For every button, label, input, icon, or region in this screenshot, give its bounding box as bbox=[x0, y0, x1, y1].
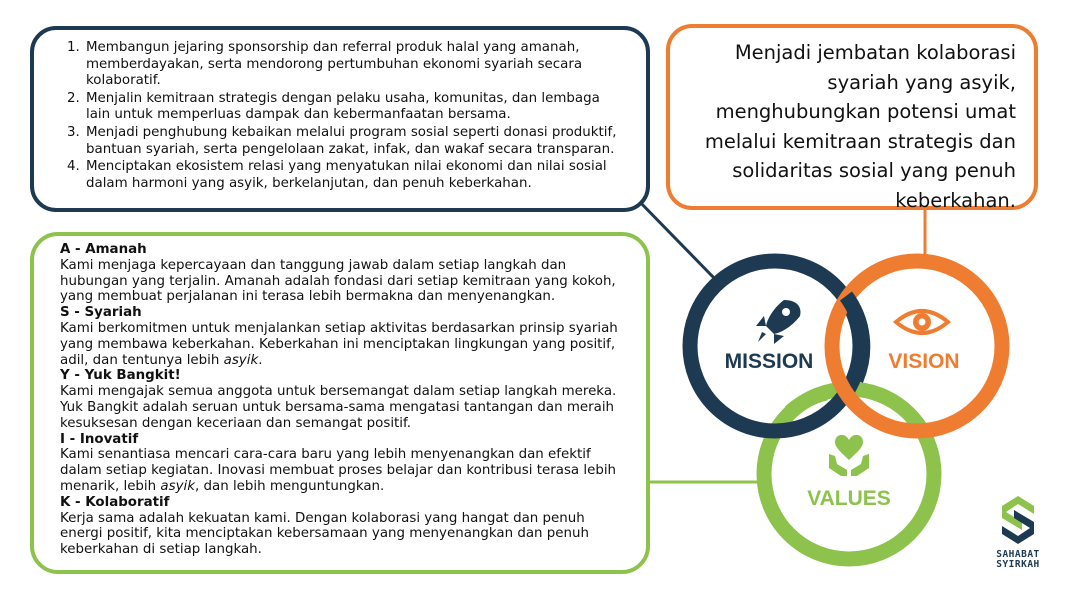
eye-icon bbox=[896, 311, 948, 333]
value-desc-text: . bbox=[258, 352, 263, 368]
mission-label: MISSION bbox=[724, 350, 814, 373]
vision-text: Menjadi jembatan kolaborasi syariah yang asyik, menghubungkan potensi umat melalui kemitraan strategis dan solidaritas sosial yang penuh keberkahan. bbox=[704, 41, 1016, 212]
value-desc: Kami mengajak semua anggota untuk bersemangat dalam setiap langkah mereka. Yuk Bangkit adalah seruan untuk bersama-sama mengatasi tantangan dan meraih kesuksesan dengan keceriaan dan semangat positif. bbox=[60, 384, 617, 431]
logo-text-line1: SAHABAT bbox=[996, 549, 1040, 560]
value-item-inovatif bbox=[60, 432, 628, 495]
value-desc bbox=[60, 321, 628, 368]
value-title: K - Kolaboratif bbox=[60, 494, 170, 510]
value-item-syariah bbox=[60, 305, 628, 368]
rocket-icon bbox=[756, 300, 800, 344]
value-item-yuk-bangkit bbox=[60, 368, 628, 431]
value-desc bbox=[60, 447, 628, 494]
logo-mark-icon bbox=[996, 494, 1040, 546]
value-desc: Kami menjaga kepercayaan dan tanggung jawab dalam setiap langkah dan hubungan yang terjalin. Amanah adalah fondasi dari setiap kemitraan yang kokoh, yang membuat perjalanan ini terasa lebih bermakna dan menyenangkan. bbox=[60, 257, 616, 305]
value-title: S - Syariah bbox=[60, 305, 142, 321]
values-label: VALUES bbox=[807, 487, 891, 510]
mission-item: 2. Menjalin kemitraan strategis dengan pelaku usaha, komunitas, dan lembaga lain untuk memperluas dampak dan kebermanfaatan bersama. bbox=[84, 91, 620, 124]
values-box bbox=[30, 232, 650, 574]
value-desc-text: Kami berkomitmen untuk menjalankan setiap aktivitas berdasarkan prinsip syariah yang membawa keberkahan. Keberkahan ini menciptakan lingkungan yang positif, adil, dan tentunya lebih bbox=[60, 320, 618, 368]
value-desc: Kerja sama adalah kekuatan kami. Dengan kolaborasi yang hangat dan penuh energi positif, kita menciptakan kebersamaan yang menyenangkan dan penuh keberkahan di setiap langkah. bbox=[60, 510, 590, 558]
values-circle bbox=[764, 389, 934, 559]
mission-box bbox=[30, 26, 650, 212]
value-desc-text: , dan lebih menguntungkan. bbox=[194, 478, 385, 494]
heart-hands-icon bbox=[829, 435, 869, 476]
value-desc-emphasis: asyik bbox=[223, 352, 259, 368]
mission-list bbox=[52, 40, 620, 192]
value-item-kolaboratif bbox=[60, 495, 628, 558]
value-item-amanah bbox=[60, 242, 628, 305]
value-desc-text: Kami senantiasa mencari cara-cara baru yang lebih menyenangkan dan efektif dalam setiap kegiatan. Inovasi membuat proses belajar dan kontribusi terasa lebih menarik, lebih bbox=[60, 447, 617, 494]
vision-label: VISION bbox=[888, 350, 960, 373]
mission-item: 3. Menjadi penghubung kebaikan melalui program sosial seperti donasi produktif, bantuan syariah, serta pengelolaan zakat, infak, dan wakaf secara transparan. bbox=[84, 125, 620, 158]
value-title: Y - Yuk Bangkit! bbox=[60, 368, 181, 384]
value-desc-emphasis: asyik bbox=[160, 478, 195, 494]
mission-item: 4. Menciptakan ekosistem relasi yang menyatukan nilai ekonomi dan nilai sosial dalam harmoni yang asyik, berkelanjutan, dan penuh keberkahan. bbox=[84, 159, 620, 192]
value-title: A - Amanah bbox=[60, 242, 147, 257]
sahabat-syirkah-logo bbox=[992, 494, 1044, 578]
value-title: I - Inovatif bbox=[60, 431, 139, 447]
vision-box bbox=[666, 24, 1038, 210]
logo-text-line2: SYIRKAH bbox=[996, 559, 1040, 570]
mission-item: 1. Membangun jejaring sponsorship dan referral produk halal yang amanah, memberdayakan, serta mendorong pertumbuhan ekonomi syariah secara kolaboratif. bbox=[84, 40, 620, 90]
